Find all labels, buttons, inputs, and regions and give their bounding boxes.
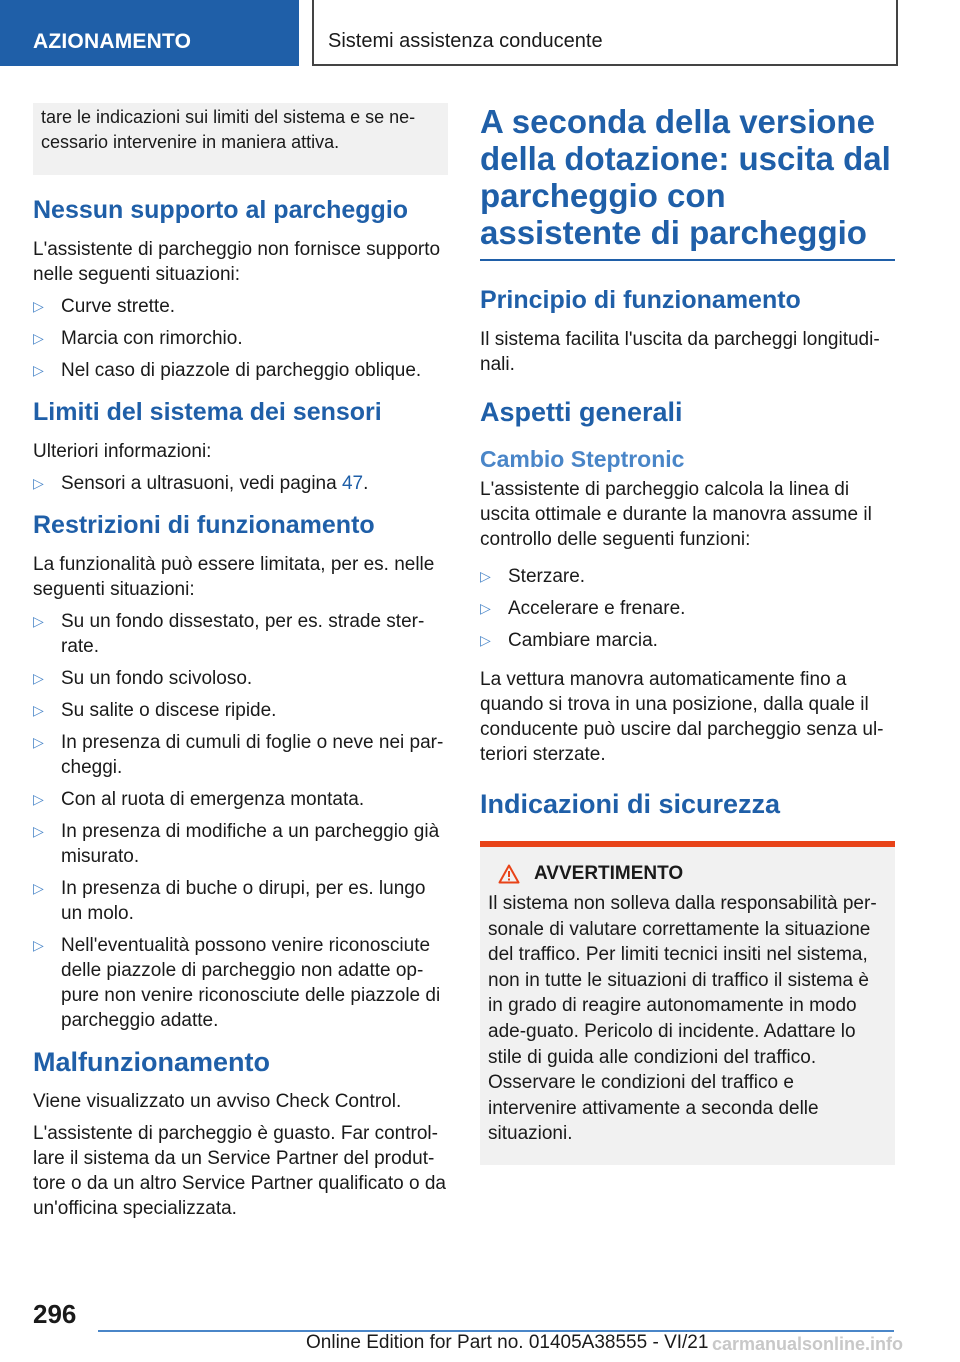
main-title: A seconda della versione della dotazione: uscita dal parcheggio con assistente di parcheggio [480, 103, 895, 261]
section-sensor-limits [33, 397, 448, 496]
paragraph: L'assistente di parcheggio è guasto. Far control-lare il sistema da un Service Partner del produt-tore o da un altro Service Partner qualificato o da un'officina specializzata. [33, 1123, 446, 1219]
warning-label: AVVERTIMENTO [534, 863, 684, 884]
triangle-right-icon: ▷ [33, 362, 44, 378]
triangle-right-icon: ▷ [33, 298, 44, 314]
section-title: Nessun supporto al parcheggio [33, 196, 409, 224]
triangle-right-icon: ▷ [33, 791, 44, 807]
watermark: carmanualsonline.info [712, 1334, 904, 1354]
section-intro: L'assistente di parcheggio non fornisce supporto nelle seguenti situazioni: [33, 239, 441, 285]
list-item: ▷ Marcia con rimorchio. [33, 328, 243, 349]
warning-text: Il sistema non solleva dalla responsabilità per-sonale di valutare correttamente la situazione del traffico. Per limiti tecnici insiti nel sistema, non in tutte le situazioni di traffico il sistema è in grado di reagire autonomamente in modo ade-guato. Pericolo di incidente. Adattare lo stile di guida alle condizioni del traffico. Osservare le condizioni del traffico e intervenire attivamente a seconda delle situazioni. [488, 893, 877, 1145]
triangle-right-icon: ▷ [33, 330, 44, 346]
triangle-right-icon: ▷ [33, 613, 44, 629]
page-number: 296 [33, 1299, 77, 1329]
triangle-right-icon: ▷ [480, 632, 491, 648]
list-item: ▷ Su salite o discese ripide. [33, 700, 277, 721]
section-malfunction [33, 1047, 448, 1221]
triangle-right-icon: ▷ [33, 880, 44, 896]
header-chapter-box [312, 0, 898, 66]
section-intro: La funzionalità può essere limitata, per es. nelle seguenti situazioni: [33, 554, 435, 600]
header-section-title: AZIONAMENTO [33, 30, 192, 53]
header-section-tab [0, 0, 299, 66]
triangle-right-icon: ▷ [33, 823, 44, 839]
triangle-right-icon: ▷ [33, 734, 44, 750]
section-title: Restrizioni di funzionamento [33, 511, 375, 539]
page-reference-link[interactable]: 47 [341, 473, 364, 494]
list-item: ▷ Nell'eventualità possono venire riconosciute delle piazzole di parcheggio non adatte op-pure non venire riconosciute delle piazzole di parcheggio adatte. [33, 935, 441, 1031]
note-text: tare le indicazioni sui limiti del sistema e se ne-cessario intervenire in maniera attiva. [41, 107, 416, 152]
list-item: ▷ In presenza di cumuli di foglie o neve nei par-cheggi. [33, 732, 444, 778]
right-column [480, 103, 895, 1165]
paragraph: La vettura manovra automaticamente fino a quando si trova in una posizione, dalla quale il conducente può uscire dal parcheggio senza ul-teriori sterzate. [480, 669, 884, 765]
list-item: ▷ Accelerare e frenare. [480, 598, 686, 619]
section-title: Indicazioni di sicurezza [480, 789, 781, 819]
section-title: Malfunzionamento [33, 1047, 270, 1077]
list-item: ▷ Nel caso di piazzole di parcheggio oblique. [33, 360, 422, 381]
triangle-right-icon: ▷ [33, 475, 44, 491]
bullet-list [33, 609, 448, 1033]
triangle-right-icon: ▷ [480, 568, 491, 584]
paragraph: Viene visualizzato un avviso Check Control. [33, 1091, 402, 1112]
bullet-list [33, 471, 448, 496]
left-column [33, 103, 448, 1228]
section-no-parking-support [33, 195, 448, 383]
list-item: ▷ Su un fondo dissestato, per es. strade ster-rate. [33, 611, 425, 657]
triangle-right-icon: ▷ [33, 670, 44, 686]
header-chapter-title: Sistemi assistenza conducente [328, 30, 603, 52]
list-item: ▷ Sensori a ultrasuoni, vedi pagina 47. [33, 473, 369, 494]
paragraph: L'assistente di parcheggio calcola la linea di uscita ottimale e durante la manovra assume il controllo delle seguenti funzioni: [480, 479, 872, 550]
bullet-list [33, 294, 448, 383]
list-item: ▷ In presenza di buche o dirupi, per es. lungo un molo. [33, 878, 426, 924]
warning-triangle-icon [498, 864, 520, 884]
list-item: ▷ Con al ruota di emergenza montata. [33, 789, 365, 810]
warning-header [488, 863, 887, 885]
paragraph: Il sistema facilita l'uscita da parcheggi longitudi-nali. [480, 329, 880, 375]
bullet-list [480, 564, 895, 653]
section-title: Limiti del sistema dei sensori [33, 398, 382, 426]
warning-box [480, 841, 895, 1165]
footer-edition: Online Edition for Part no. 01405A38555 - VI/21 [306, 1332, 709, 1353]
section-function-restrictions [33, 510, 448, 1033]
section-intro: Ulteriori informazioni: [33, 441, 212, 462]
triangle-right-icon: ▷ [480, 600, 491, 616]
list-item: ▷ Su un fondo scivoloso. [33, 668, 253, 689]
list-item: ▷ Curve strette. [33, 296, 176, 317]
sub-section-title: Cambio Steptronic [480, 446, 685, 472]
triangle-right-icon: ▷ [33, 702, 44, 718]
list-item: ▷ In presenza di modifiche a un parcheggio già misurato. [33, 821, 440, 867]
list-item: ▷ Cambiare marcia. [480, 630, 658, 651]
triangle-right-icon: ▷ [33, 937, 44, 953]
section-title: Aspetti generali [480, 397, 683, 427]
note-box [33, 103, 448, 175]
section-title: Principio di funzionamento [480, 286, 801, 314]
list-item: ▷ Sterzare. [480, 566, 586, 587]
